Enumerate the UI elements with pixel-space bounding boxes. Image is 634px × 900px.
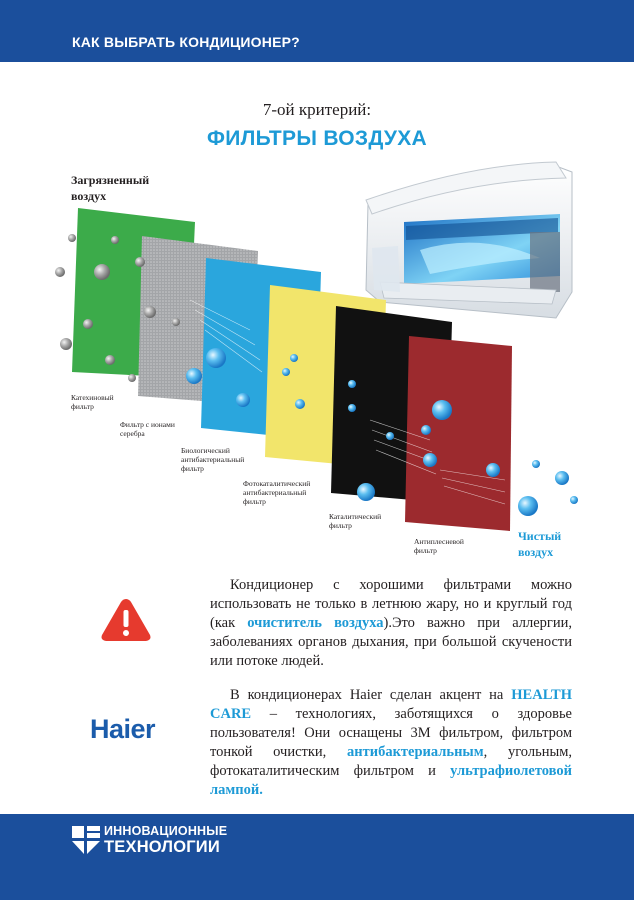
dirty-air-line-1: Загрязненный	[71, 173, 150, 187]
top-banner	[0, 0, 634, 62]
haier-logo: Haier	[90, 714, 156, 744]
section-heading: ФИЛЬТРЫ ВОЗДУХА	[206, 127, 428, 150]
filters-illustration	[0, 160, 634, 570]
paragraph-air-purifier: Кондиционер с хорошими фильтрами можно использовать не только в летнюю жару, но и круглый год (как очиститель воздуха).Это важно при аллергии, заболеваниях органов дыхания, при большой скучености или потоке людей.	[210, 577, 573, 669]
clean-air-label	[518, 528, 588, 560]
filter-panel-anti-mold	[405, 336, 512, 531]
filter-label-photocatalytic: Фотокаталитический антибактериальный фильтр	[243, 479, 311, 506]
footer-line-1: ИННОВАЦИОННЫЕ	[104, 824, 228, 838]
clean-air-line-1: Чистый	[518, 529, 562, 543]
filter-label-catalytic: Каталитический фильтр	[329, 512, 382, 530]
filter-label-catechin: Катехиновый фильтр	[71, 393, 114, 411]
clean-air-line-2: воздух	[518, 545, 554, 559]
accent-uv-lamp: ультрафиолетовой лампой.	[210, 763, 572, 798]
accent-antibacterial: антибактериальным	[346, 744, 484, 760]
warning-icon	[100, 597, 152, 643]
paragraph-health-care: В кондиционерах Haier сделан акцент на HEALTH CARE – технологиях, заботящихся о здоровье пользователя! Они оснащены 3M фильтром, фильтром тонкой очистки, антибактериальным, угольным, фотокаталитическим фильтром и ультрафиолетовой лампой.	[210, 687, 572, 798]
air-conditioner-image	[366, 162, 572, 318]
accent-air-purifier: очиститель воздуха	[247, 615, 384, 631]
page-header-title: КАК ВЫБРАТЬ КОНДИЦИОНЕР?	[72, 34, 300, 50]
footer-brand-text	[104, 824, 227, 856]
footer-line-2: ТЕХНОЛОГИИ	[104, 838, 220, 856]
filter-label-bio-antibacterial: Биологический антибактериальный фильтр	[181, 446, 245, 473]
accent-health-care: HEALTH CARE	[210, 687, 572, 722]
innovation-logo-icon	[72, 826, 100, 854]
criterion-label: 7-ой критерий:	[262, 100, 372, 119]
filter-label-silver-ion: Фильтр с ионами серебра	[120, 420, 175, 438]
dirty-air-label	[71, 172, 181, 204]
filter-label-anti-mold: Антиплесневой фильтр	[414, 537, 464, 555]
dirty-air-line-2: воздух	[71, 189, 107, 203]
